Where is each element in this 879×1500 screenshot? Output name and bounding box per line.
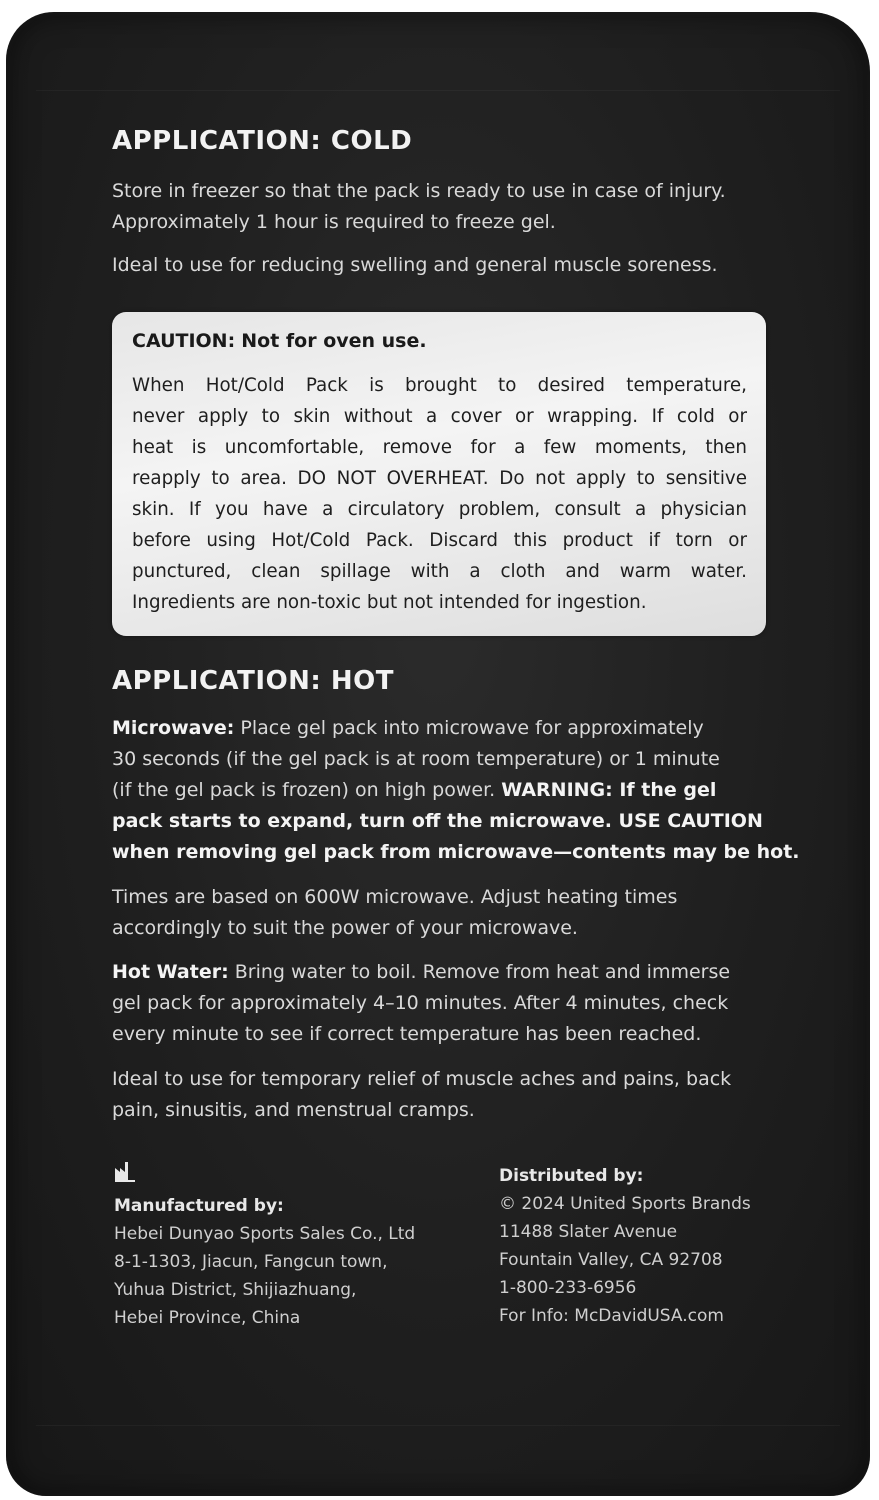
caution-line: When Hot/Cold Pack is brought to desired temperature, [132, 375, 747, 396]
cold-line-3: Ideal to use for reducing swelling and general muscle soreness. [112, 254, 718, 276]
distributor-line: Fountain Valley, CA 92708 [499, 1250, 723, 1270]
microwave-text: Place gel pack into microwave for approximately [240, 717, 704, 739]
factory-icon [114, 1160, 136, 1182]
manufacturer-line: Hebei Dunyao Sports Sales Co., Ltd [114, 1224, 416, 1244]
caution-box [112, 312, 766, 636]
manufacturer-label: Manufactured by: [114, 1196, 284, 1216]
warning-line-5 [112, 837, 800, 868]
caution-label: CAUTION: [132, 330, 236, 352]
microwave-text: (if the gel pack is frozen) on high power. [112, 779, 496, 801]
distributor-line: © 2024 United Sports Brands [499, 1194, 751, 1214]
manufacturer-block [114, 1192, 415, 1332]
caution-text [132, 370, 747, 618]
manufacturer-line: 8-1-1303, Jiacun, Fangcun town, [114, 1252, 388, 1272]
water-line-2: gel pack for approximately 4–10 minutes. After 4 minutes, check [112, 992, 729, 1014]
distributor-label: Distributed by: [499, 1166, 644, 1186]
manufacturer-line: Hebei Province, China [114, 1308, 301, 1328]
hot-heading: APPLICATION: HOT [112, 666, 394, 696]
microwave-line-2: 30 seconds (if the gel pack is at room temperature) or 1 minute [112, 748, 720, 770]
microwave-line-1 [112, 713, 704, 744]
microwave-label: Microwave: [112, 717, 235, 739]
warning-text: WARNING: If the gel [501, 779, 717, 801]
water-text: Bring water to boil. Remove from heat and immerse [234, 961, 731, 983]
hot-water-label: Hot Water: [112, 961, 229, 983]
times-line-1: Times are based on 600W microwave. Adjust heating times [112, 886, 678, 908]
caution-line: heat is uncomfortable, remove for a few moments, then [132, 437, 747, 458]
manufacturer-line: Yuhua District, Shijiazhuang, [114, 1280, 357, 1300]
caution-line: Ingredients are non-toxic but not intended for ingestion. [132, 592, 647, 613]
water-line-1 [112, 957, 730, 988]
distributor-line: 1-800-233-6956 [499, 1278, 637, 1298]
warning-line-4 [112, 806, 763, 837]
caution-line: punctured, clean spillage with a cloth and warm water. [132, 561, 747, 582]
caution-subtitle: Not for oven use. [241, 330, 427, 352]
caution-line: before using Hot/Cold Pack. Discard this product if torn or [132, 530, 747, 551]
times-line-2: accordingly to suit the power of your microwave. [112, 917, 578, 939]
cold-line-1: Store in freezer so that the pack is ready to use in case of injury. [112, 180, 726, 202]
microwave-line-3 [112, 775, 716, 806]
caution-title [132, 330, 427, 352]
warning-text: when removing gel pack from microwave—contents may be hot. [112, 841, 800, 863]
ideal-line-1: Ideal to use for temporary relief of muscle aches and pains, back [112, 1068, 732, 1090]
distributor-line: 11488 Slater Avenue [499, 1222, 678, 1242]
distributor-line: For Info: McDavidUSA.com [499, 1306, 724, 1326]
water-line-3: every minute to see if correct temperature has been reached. [112, 1023, 702, 1045]
caution-line: skin. If you have a circulatory problem, consult a physician [132, 499, 747, 520]
distributor-block [499, 1162, 751, 1330]
warning-text: pack starts to expand, turn off the microwave. USE CAUTION [112, 810, 763, 832]
ideal-line-2: pain, sinusitis, and menstrual cramps. [112, 1099, 475, 1121]
cold-line-2: Approximately 1 hour is required to freeze gel. [112, 211, 556, 233]
cold-heading: APPLICATION: COLD [112, 126, 413, 156]
caution-line: reapply to area. DO NOT OVERHEAT. Do not apply to sensitive [132, 468, 747, 489]
caution-line: never apply to skin without a cover or wrapping. If cold or [132, 406, 747, 427]
